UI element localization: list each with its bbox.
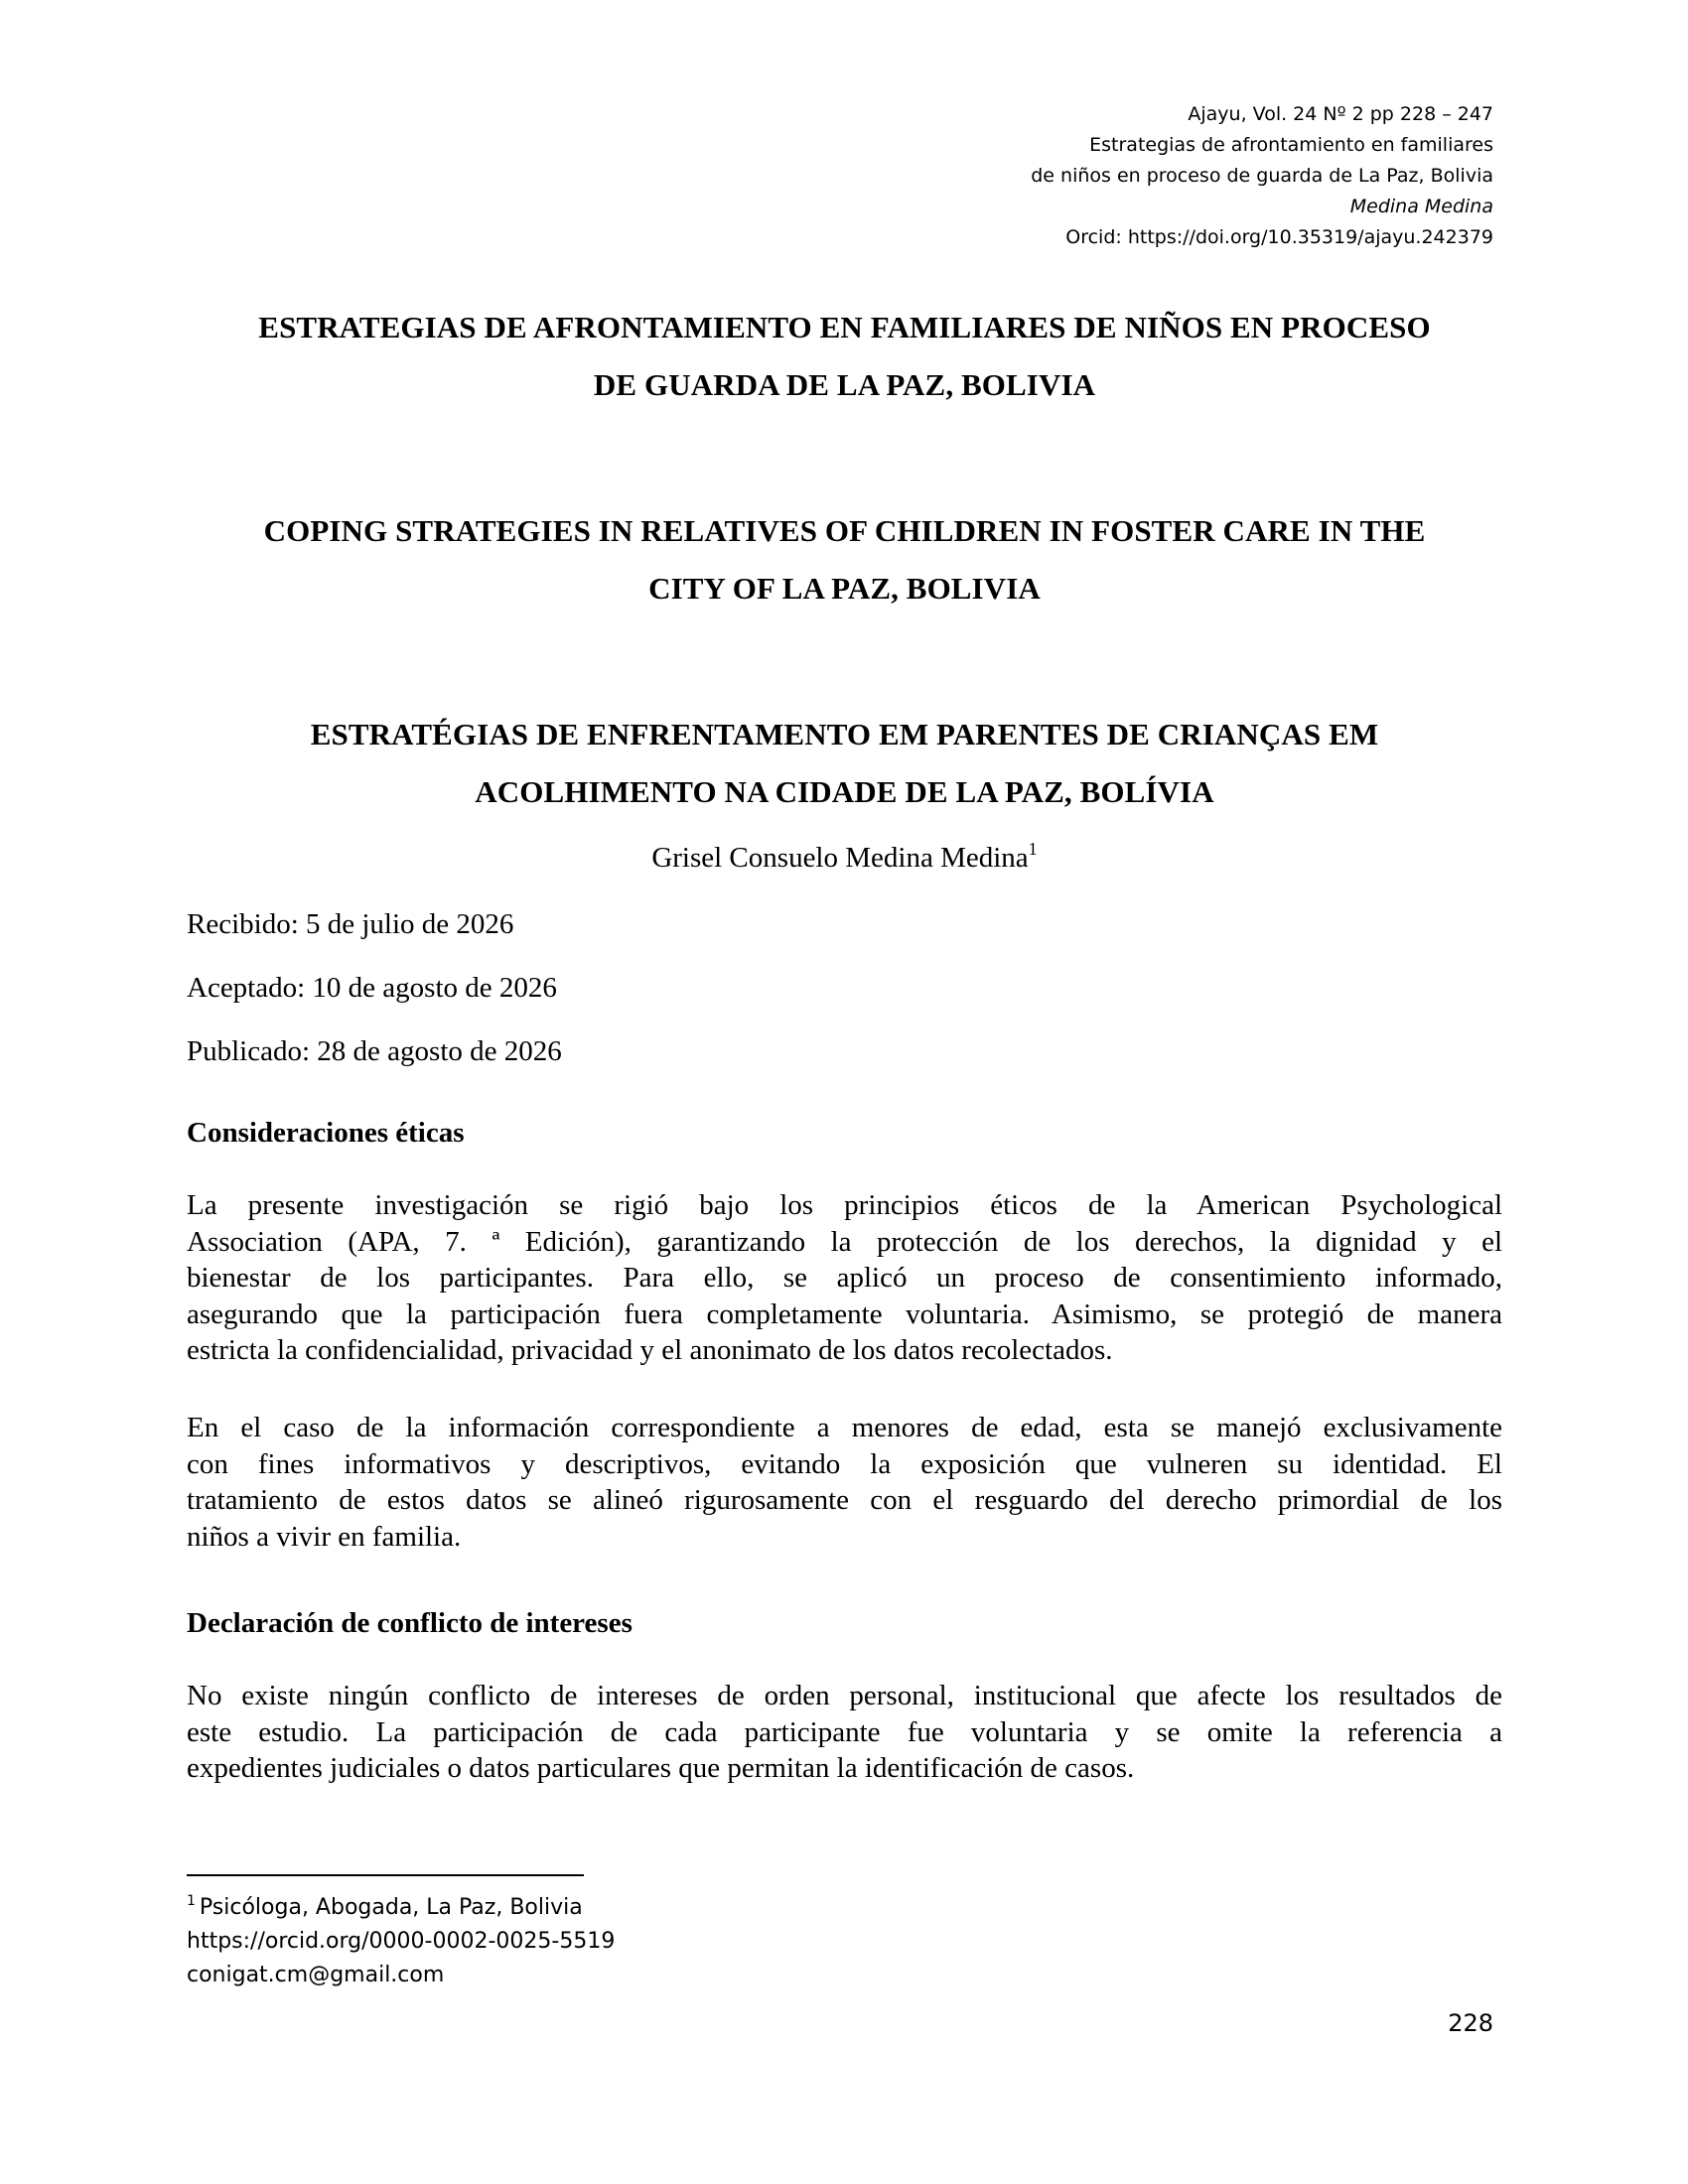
running-head: [600, 99, 1493, 253]
title-portuguese: [187, 706, 1502, 821]
author-footnote-mark[interactable]: 1: [1028, 839, 1038, 859]
running-head-doi: Orcid: https://doi.org/10.35319/ajayu.242379: [1065, 226, 1493, 248]
page-number: 228: [1448, 2009, 1493, 2037]
title-english-line-2: CITY OF LA PAZ, BOLIVIA: [648, 571, 1041, 606]
text-line: este estudio. La participación de cada participante fue voluntaria y se omite la referencia a: [187, 1715, 1502, 1748]
footnote-affiliation-text: Psicóloga, Abogada, La Paz, Bolivia: [199, 1895, 583, 1920]
author-byline: [187, 839, 1502, 877]
text-line: expedientes judiciales o datos particulares que permitan la identificación de casos.: [187, 1752, 1135, 1784]
text-line: tratamiento de estos datos se alineó rigurosamente con el resguardo del derecho primordial de los: [187, 1484, 1502, 1516]
text-line: asegurando que la participación fuera completamente voluntaria. Asimismo, se protegió de manera: [187, 1297, 1502, 1330]
author-name: Grisel Consuelo Medina Medina: [651, 842, 1029, 874]
footnote-affiliation: [187, 1891, 615, 1925]
date-published: Publicado: 28 de agosto de 2026: [187, 1035, 562, 1067]
title-english-line-1: COPING STRATEGIES IN RELATIVES OF CHILDREN IN FOSTER CARE IN THE: [263, 513, 1426, 548]
text-line: estricta la confidencialidad, privacidad y el anonimato de los datos recolectados.: [187, 1334, 1113, 1366]
running-head-journal: Ajayu, Vol. 24 Nº 2 pp 228 – 247: [1188, 103, 1493, 125]
heading-conflict-of-interest: Declaración de conflicto de intereses: [187, 1607, 633, 1639]
title-english: [187, 502, 1502, 617]
footnote-orcid-link[interactable]: https://orcid.org/0000-0002-0025-5519: [187, 1929, 616, 1954]
ethics-paragraph-1: [187, 1187, 1502, 1369]
text-line: No existe ningún conflicto de intereses de orden personal, institucional que afecte los resultados de: [187, 1680, 1502, 1711]
heading-ethics: Consideraciones éticas: [187, 1117, 465, 1149]
title-portuguese-line-2: ACOLHIMENTO NA CIDADE DE LA PAZ, BOLÍVIA: [475, 774, 1214, 809]
running-head-title-line-2: de niños en proceso de guarda de La Paz, Bolivia: [1031, 165, 1493, 187]
conflict-paragraph: [187, 1678, 1502, 1787]
text-line: La presente investigación se rigió bajo los principios éticos de la American Psychological: [187, 1189, 1502, 1221]
text-line: con fines informativos y descriptivos, evitando la exposición que vulneren su identidad. El: [187, 1447, 1502, 1480]
text-line: niños a vivir en familia.: [187, 1520, 462, 1553]
text-line: bienestar de los participantes. Para ello, se aplicó un proceso de consentimiento informado,: [187, 1262, 1502, 1294]
footnote-divider: [187, 1874, 584, 1876]
title-spanish-line-1: ESTRATEGIAS DE AFRONTAMIENTO EN FAMILIARES DE NIÑOS EN PROCESO: [258, 310, 1431, 344]
title-spanish-line-2: DE GUARDA DE LA PAZ, BOLIVIA: [593, 367, 1096, 402]
running-head-title-line-1: Estrategias de afrontamiento en familiares: [1089, 134, 1493, 156]
text-line: Association (APA, 7. ª Edición), garantizando la protección de los derechos, la dignidad y el: [187, 1225, 1502, 1258]
ethics-paragraph-2: [187, 1410, 1502, 1555]
date-received: Recibido: 5 de julio de 2026: [187, 908, 514, 940]
date-accepted: Aceptado: 10 de agosto de 2026: [187, 972, 557, 1004]
footnote: [187, 1891, 615, 1992]
title-spanish: [187, 299, 1502, 414]
running-head-author: Medina Medina: [1349, 196, 1493, 217]
title-portuguese-line-1: ESTRATÉGIAS DE ENFRENTAMENTO EM PARENTES DE CRIANÇAS EM: [310, 717, 1379, 751]
footnote-email-link[interactable]: conigat.cm@gmail.com: [187, 1963, 445, 1987]
footnote-mark: 1: [187, 1893, 196, 1909]
text-line: En el caso de la información correspondiente a menores de edad, esta se manejó exclusivamente: [187, 1412, 1502, 1443]
